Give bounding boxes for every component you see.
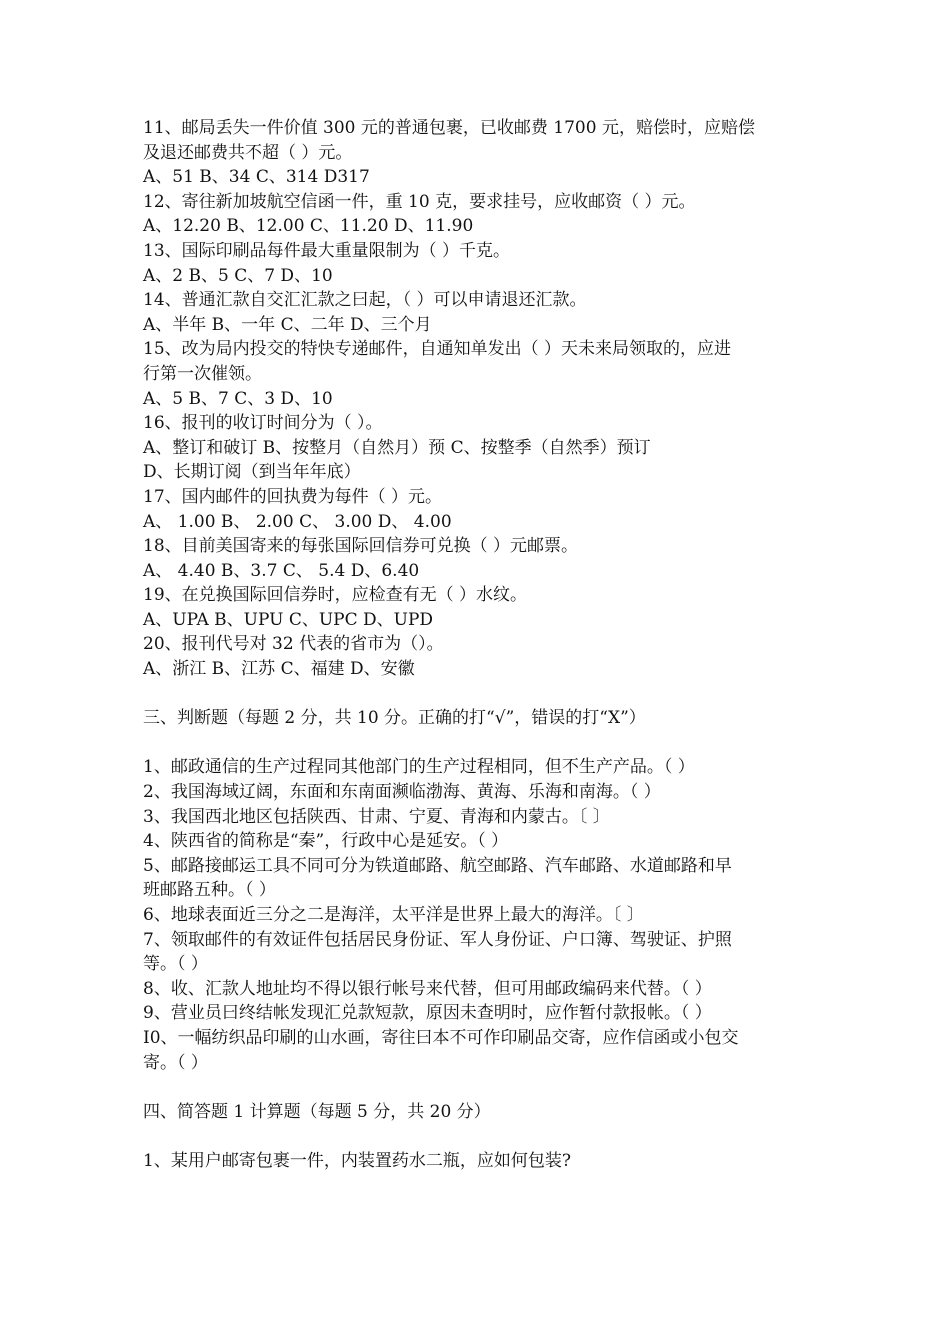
question-text: 16、报刊的收订时间分为（ ）。 — [143, 413, 383, 434]
question-text: 20、报刊代号对 32 代表的省市为（）。 — [143, 634, 444, 655]
section-heading-true-false: 三、判断题（每题 2 分，共 10 分。正确的打“√”，错误的打“X”） — [143, 708, 646, 729]
section-heading-short-answer: 四、简答题 1 计算题（每题 5 分，共 20 分） — [143, 1101, 491, 1122]
question-17 — [143, 485, 809, 534]
question-options: A、整订和破订 B、按整月（自然月）预 C、按整季（自然季）预订 — [143, 437, 651, 458]
tf-item-text: 等。（ ） — [143, 954, 208, 975]
spacer — [143, 1075, 809, 1100]
document-content — [143, 116, 809, 1174]
question-20 — [143, 632, 809, 681]
question-options: A、12.20 B、12.00 C、11.20 D、11.90 — [143, 216, 474, 237]
tf-item-2 — [143, 780, 809, 805]
question-options: D、长期订阅（到当年年底） — [143, 462, 361, 483]
question-12 — [143, 190, 809, 239]
question-19 — [143, 583, 809, 632]
question-16 — [143, 411, 809, 485]
question-text: 15、改为局内投交的特快专递邮件，自通知单发出（ ）天未来局领取的，应进 — [143, 339, 732, 360]
tf-item-text: 6、地球表面近三分之二是海洋，太平洋是世界上最大的海洋。〔 〕 — [143, 905, 644, 925]
tf-item-1 — [143, 755, 809, 780]
tf-item-text: 8、收、汇款人地址均不得以银行帐号来代替，但可用邮政编码来代替。（ ） — [143, 978, 712, 999]
question-text: 13、国际印刷品每件最大重量限制为（ ）千克。 — [143, 240, 511, 261]
question-18 — [143, 534, 809, 583]
tf-item-text: I0、一幅纺织品印刷的山水画，寄往曰本不可作印刷品交寄，应作信函或小包交 — [143, 1027, 739, 1048]
tf-item-5 — [143, 854, 809, 903]
question-15 — [143, 337, 809, 411]
tf-item-text: 2、我国海域辽阔，东面和东南面濒临渤海、黄海、乐海和南海。（ ） — [143, 782, 661, 803]
tf-item-text: 9、营业员曰终结帐发现汇兑款短款，原因未查明时，应作暂付款报帐。（ ） — [143, 1003, 712, 1024]
tf-item-text: 3、我国西北地区包括陕西、甘肃、宁夏、青海和内蒙古。〔 〕 — [143, 806, 610, 827]
tf-item-8 — [143, 977, 809, 1002]
question-14 — [143, 288, 809, 337]
tf-item-text: 班邮路五种。（ ） — [143, 880, 276, 901]
spacer — [143, 682, 809, 707]
question-options: A、 1.00 B、 2.00 C、 3.00 D、 4.00 — [143, 511, 452, 532]
question-text: 12、寄往新加坡航空信函一件，重 10 克，要求挂号，应收邮资（ ）元。 — [143, 191, 696, 212]
tf-item-10 — [143, 1026, 809, 1075]
question-options: A、2 B、5 C、7 D、10 — [143, 265, 333, 286]
tf-item-3 — [143, 805, 809, 830]
spacer — [143, 1124, 809, 1149]
tf-item-text: 5、邮路接邮运工具不同可分为铁道邮路、航空邮路、汽车邮路、水道邮路和早 — [143, 855, 732, 876]
tf-item-4 — [143, 829, 809, 854]
question-options: A、半年 B、一年 C、二年 D、三个月 — [143, 314, 432, 335]
spacer — [143, 731, 809, 756]
tf-item-6 — [143, 903, 809, 928]
question-text: 及退还邮费共不超（ ）元。 — [143, 142, 353, 163]
short-answer-item-1: 1、某用户邮寄包裹一件，内装置药水二瓶，应如何包装? — [143, 1150, 571, 1171]
tf-item-text: 4、陕西省的简称是“秦”，行政中心是延安。（ ） — [143, 831, 509, 852]
tf-item-text: 1、邮政通信的生产过程同其他部门的生产过程相同，但不生产产品。（ ） — [143, 757, 695, 778]
tf-item-text: 寄。（ ） — [143, 1052, 208, 1073]
tf-item-9 — [143, 1001, 809, 1026]
question-text: 11、邮局丢失一件价值 300 元的普通包裹，已收邮费 1700 元，赔偿时，应赔偿 — [143, 118, 755, 138]
question-options: A、UPA B、UPU C、UPC D、UPD — [143, 609, 434, 630]
question-text: 18、目前美国寄来的每张国际回信券可兑换（ ）元邮票。 — [143, 536, 579, 557]
question-options: A、51 B、34 C、314 D317 — [143, 167, 370, 188]
question-options: A、浙江 B、江苏 C、福建 D、安徽 — [143, 659, 415, 680]
question-options: A、5 B、7 C、3 D、10 — [143, 388, 333, 409]
question-text: 17、国内邮件的回执费为每件（ ）元。 — [143, 486, 443, 507]
question-text: 14、普通汇款自交汇汇款之曰起，（ ）可以申请退还汇款。 — [143, 290, 587, 311]
question-options: A、 4.40 B、3.7 C、 5.4 D、6.40 — [143, 560, 420, 581]
question-13 — [143, 239, 809, 288]
question-text: 行第一次催领。 — [143, 363, 262, 384]
tf-item-text: 7、领取邮件的有效证件包括居民身份证、军人身份证、户口簿、驾驶证、护照 — [143, 929, 732, 950]
tf-item-7 — [143, 928, 809, 977]
question-text: 19、在兑换国际回信券时，应检查有无（ ）水纹。 — [143, 585, 528, 606]
question-11 — [143, 116, 809, 190]
